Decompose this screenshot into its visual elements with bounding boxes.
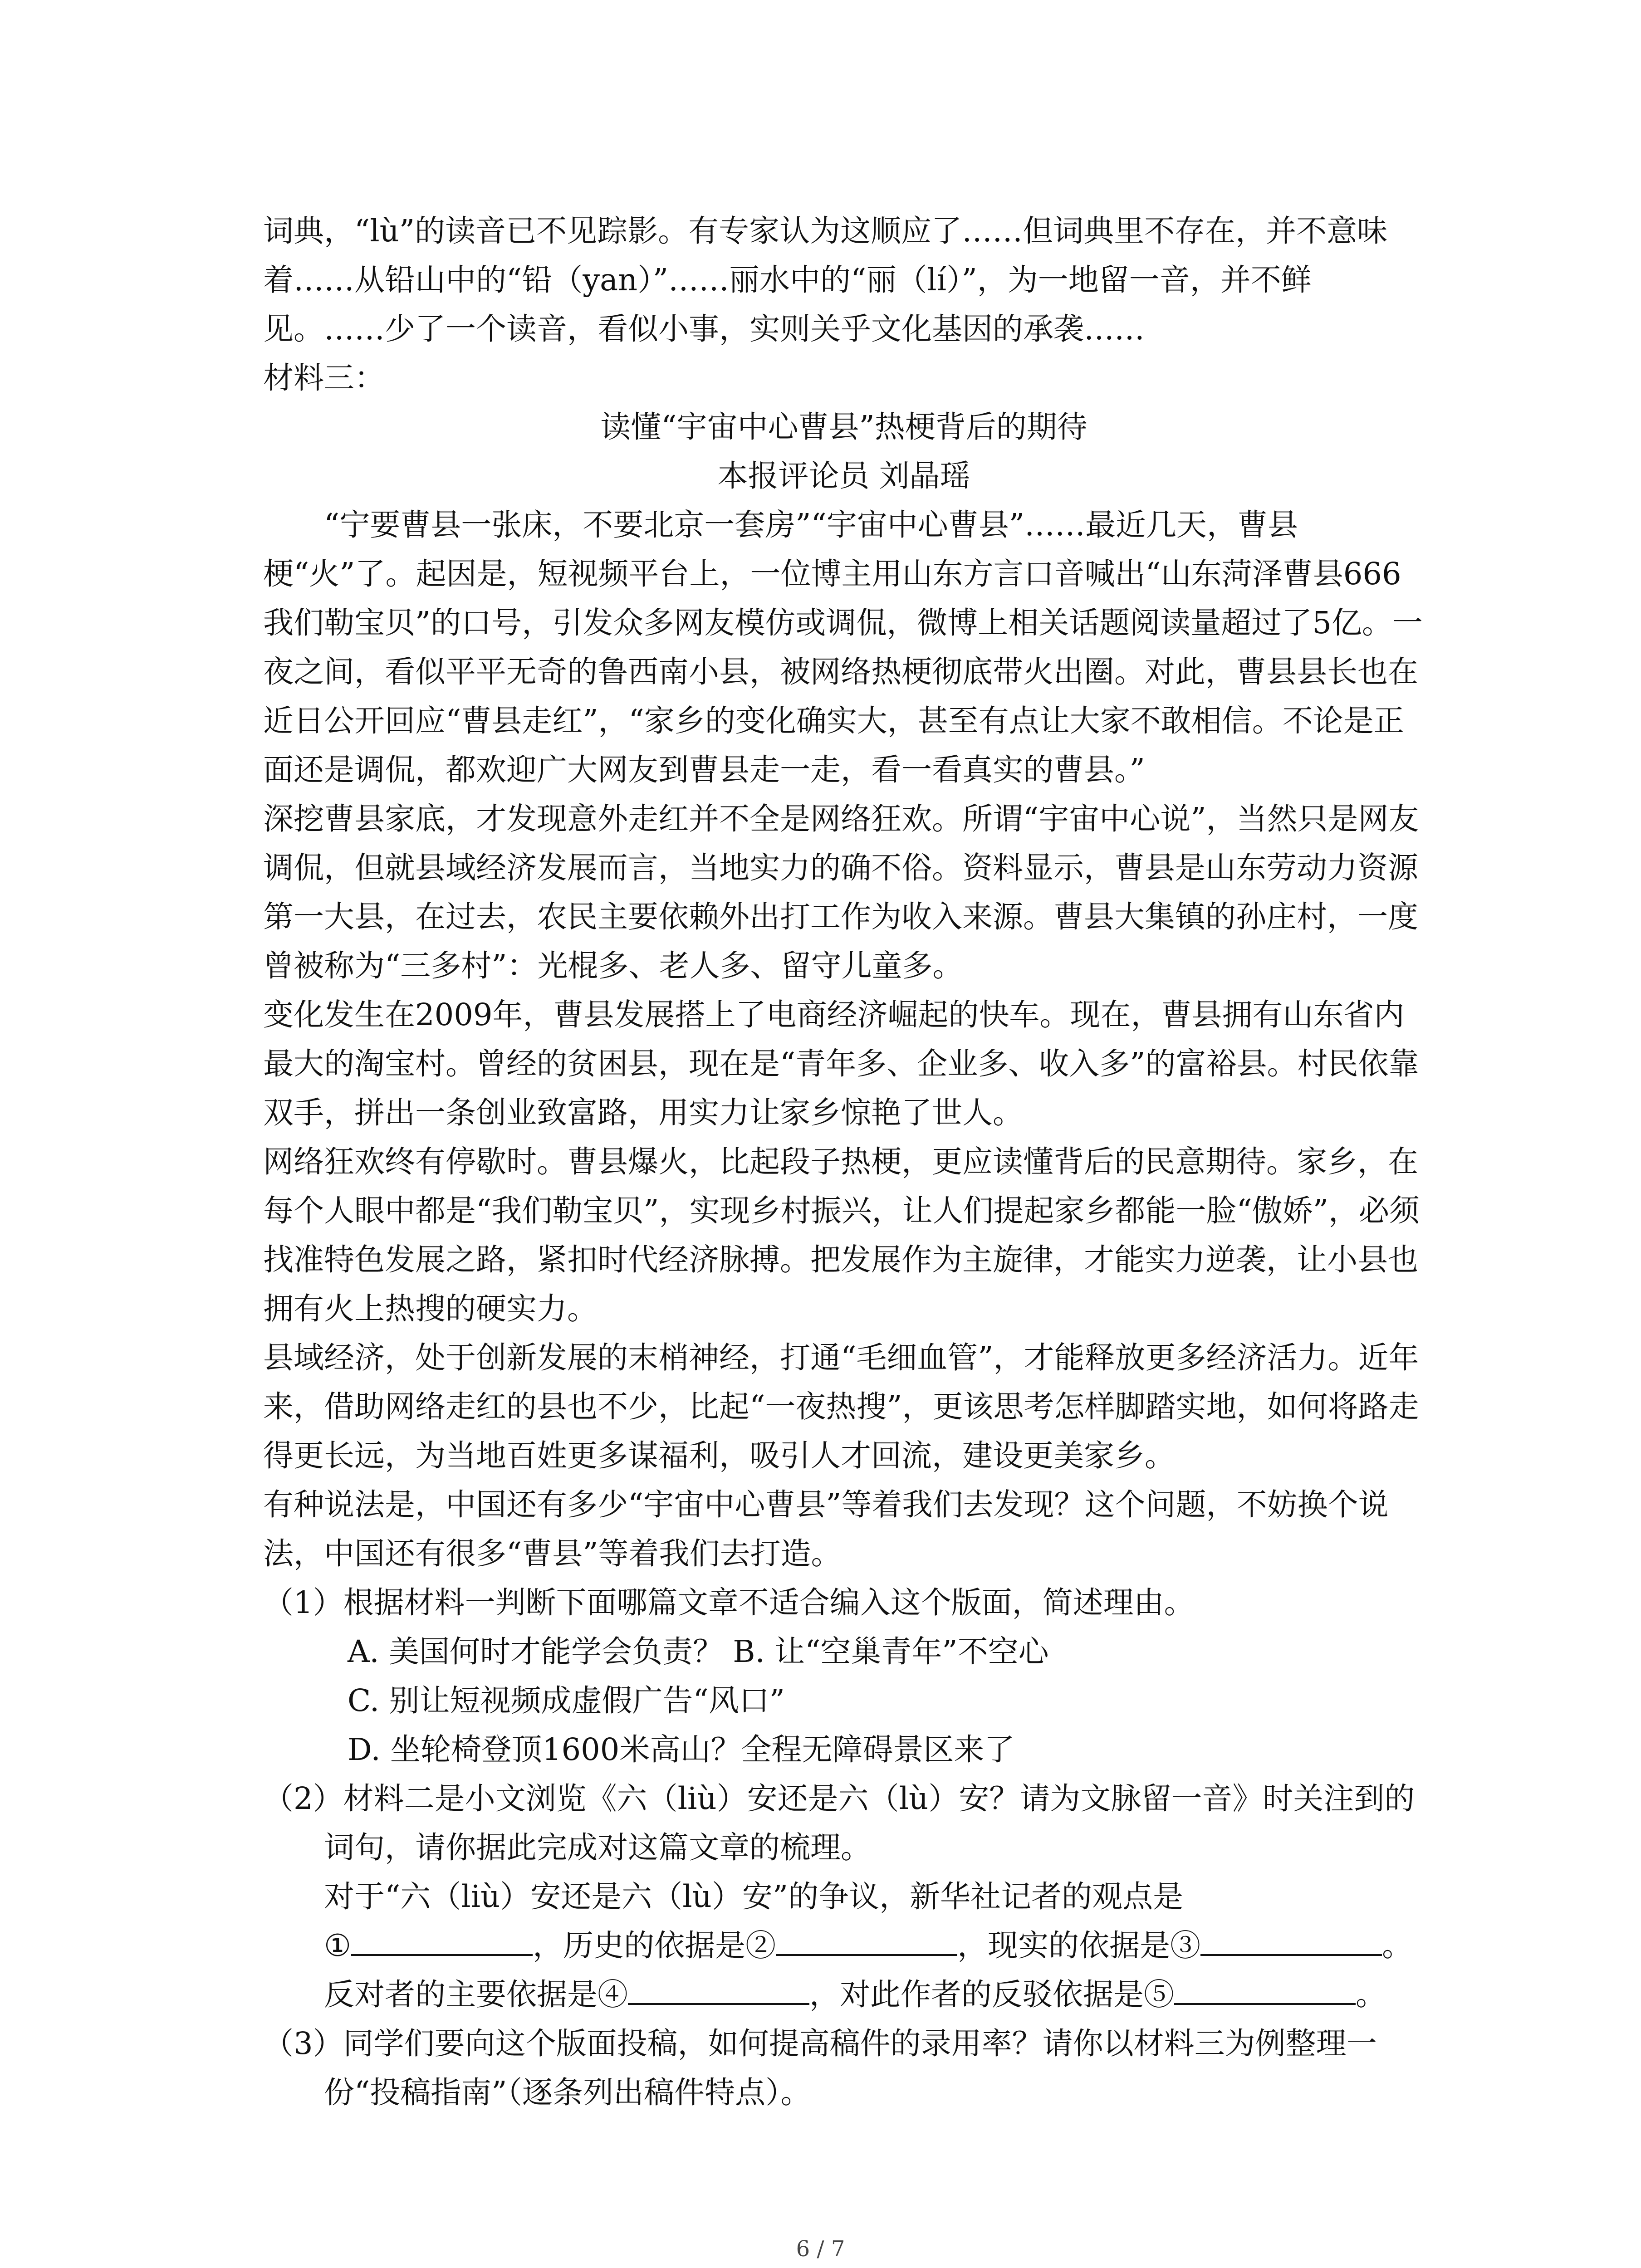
- question-1-option-c: C. 别让短视频成虚假广告“风口”: [348, 1683, 785, 1718]
- question-1: （1）根据材料一判断下面哪篇文章不适合编入这个版面，简述理由。: [263, 1585, 1195, 1620]
- document-body: [263, 206, 1425, 2117]
- question-1-options-ab: A. 美国何时才能学会负责？ B. 让“空巢青年”不空心: [348, 1634, 1049, 1669]
- article-paragraph: 网络狂欢终有停歇时。曹县爆火，比起段子热梗，更应读懂背后的民意期待。家乡，在每个人眼中都是“我们勒宝贝”，实现乡村振兴，让人们提起家乡都能一脸“傲娇”，必须找准特色发展之路，紧扣时代经济脉搏。把发展作为主旋律，才能实力逆袭，让小县也拥有火上热搜的硬实力。: [263, 1144, 1420, 1326]
- question-2-blanks-line-1: [263, 1921, 1425, 1970]
- answer-blank-4[interactable]: [628, 1971, 809, 2005]
- question-2-blanks-line-2: [263, 1970, 1425, 2019]
- blank-1-marker: ①: [324, 1928, 352, 1963]
- blank-3-label: ，现实的依据是③: [957, 1928, 1201, 1963]
- page-number: 6 / 7: [796, 2236, 845, 2262]
- blank-4-label: 反对者的主要依据是④: [324, 1977, 628, 2012]
- material-three-label: 材料三：: [263, 360, 385, 396]
- article-paragraph: “宁要曹县一张床，不要北京一套房”“宇宙中心曹县”……最近几天，曹县梗“火”了。起因是，短视频平台上，一位博主用山东方言口音喊出“山东菏泽曹县666我们勒宝贝”的口号，引发众多网友模仿或调侃，微博上相关话题阅读量超过了5亿。一夜之间，看似平平无奇的鲁西南小县，被网络热梗彻底带火出圈。对此，曹县县长也在近日公开回应“曹县走红”，“家乡的变化确实大，甚至有点让大家不敢相信。不论是正面还是调侃，都欢迎广大网友到曹县走一走，看一看真实的曹县。”: [263, 507, 1423, 787]
- article-byline: 本报评论员 刘晶瑶: [717, 458, 970, 494]
- answer-blank-3[interactable]: [1200, 1922, 1382, 1956]
- question-1-option-d: D. 坐轮椅登顶1600米高山？全程无障碍景区来了: [348, 1732, 1015, 1767]
- blank-2-label: ，历史的依据是②: [533, 1928, 776, 1963]
- material-two-excerpt: 词典，“lù”的读音已不见踪影。有专家认为这顺应了……但词典里不存在，并不意味着……从铅山中的“铅（yan）”……丽水中的“丽（lí）”，为一地留一音，并不鲜见。……少了一个读音，看似小事，实则关乎文化基因的承袭……: [263, 213, 1388, 347]
- question-2-prompt: 对于“六（liù）安还是六（lù）安”的争议，新华社记者的观点是: [324, 1879, 1184, 1914]
- article-paragraph: 深挖曹县家底，才发现意外走红并不全是网络狂欢。所谓“宇宙中心说”，当然只是网友调侃，但就县域经济发展而言，当地实力的确不俗。资料显示，曹县是山东劳动力资源第一大县，在过去，农民主要依赖外出打工作为收入来源。曹县大集镇的孙庄村，一度曾被称为“三多村”：光棍多、老人多、留守儿童多。: [263, 801, 1419, 983]
- blank-5-label: ，对此作者的反驳依据是⑤: [809, 1977, 1174, 2012]
- answer-blank-1[interactable]: [351, 1922, 533, 1956]
- answer-blank-5[interactable]: [1174, 1971, 1356, 2005]
- article-title: 读懂“宇宙中心曹县”热梗背后的期待: [600, 409, 1087, 445]
- article-paragraph: 县域经济，处于创新发展的末梢神经，打通“毛细血管”，才能释放更多经济活力。近年来，借助网络走红的县也不少，比起“一夜热搜”，更该思考怎样脚踏实地，如何将路走得更长远，为当地百姓更多谋福利，吸引人才回流，建设更美家乡。: [263, 1340, 1419, 1473]
- answer-blank-2[interactable]: [776, 1922, 957, 1956]
- question-3: （3）同学们要向这个版面投稿，如何提高稿件的录用率？请你以材料三为例整理一份“投稿指南”（逐条列出稿件特点）。: [263, 2026, 1377, 2110]
- line-end-punctuation: 。: [1356, 1977, 1386, 2012]
- article-paragraph: 有种说法是，中国还有多少“宇宙中心曹县”等着我们去发现？这个问题，不妨换个说法，中国还有很多“曹县”等着我们去打造。: [263, 1487, 1389, 1571]
- question-2: （2）材料二是小文浏览《六（liù）安还是六（lù）安？请为文脉留一音》时关注到的词句，请你据此完成对这篇文章的梳理。: [263, 1781, 1415, 1865]
- line-end-punctuation: 。: [1382, 1928, 1413, 1963]
- article-paragraph: 变化发生在2009年，曹县发展搭上了电商经济崛起的快车。现在，曹县拥有山东省内最大的淘宝村。曾经的贫困县，现在是“青年多、企业多、收入多”的富裕县。村民依靠双手，拼出一条创业致富路，用实力让家乡惊艳了世人。: [263, 997, 1419, 1130]
